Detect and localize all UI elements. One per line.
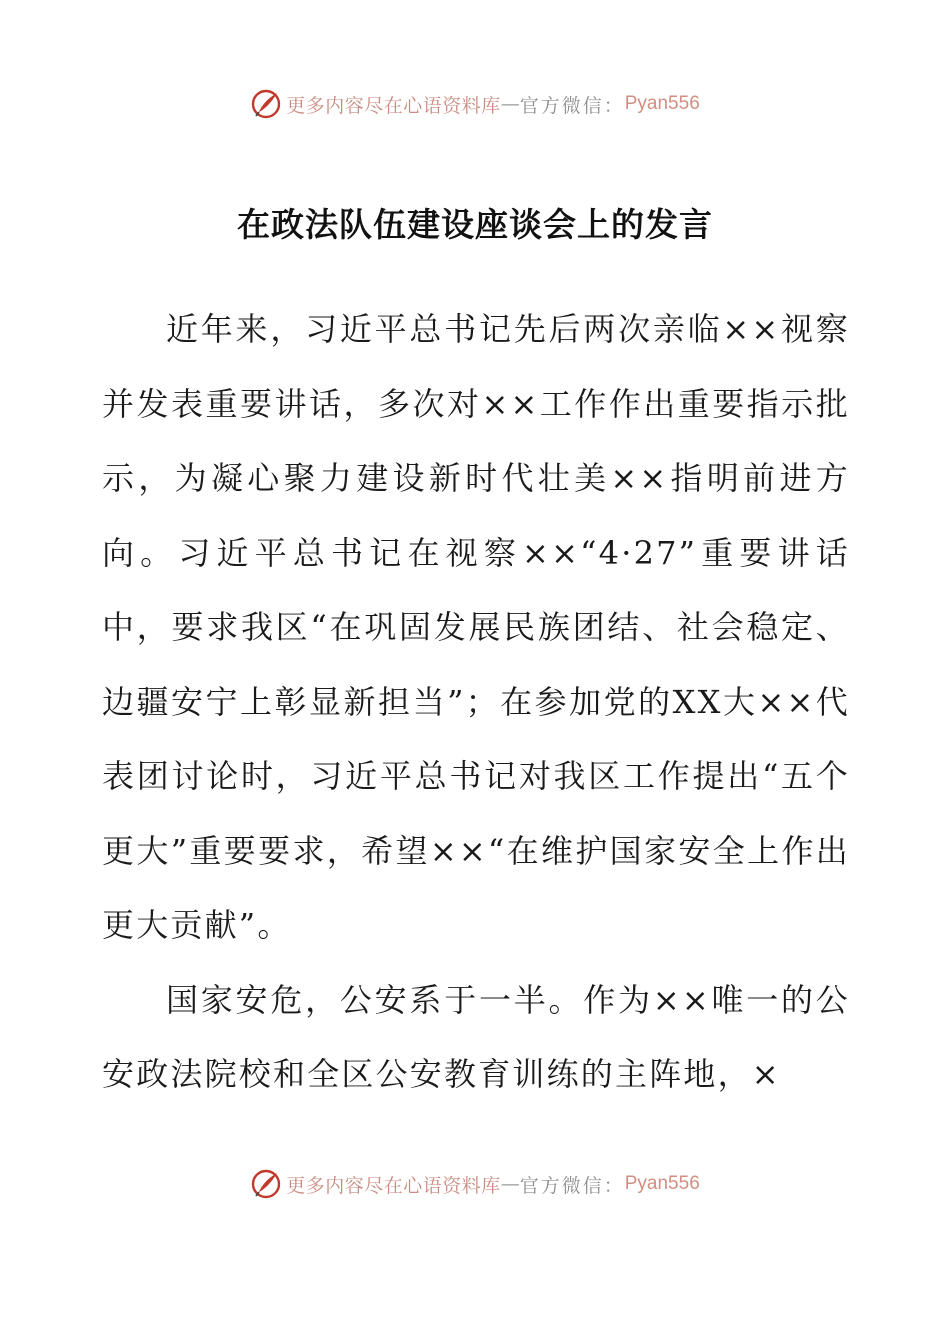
footer-brand: [0, 1166, 950, 1202]
header-brand: [0, 86, 950, 122]
document-title: 在政法队伍建设座谈会上的发言: [237, 205, 713, 244]
feather-pen-logo-icon: [250, 1168, 282, 1200]
wechat-label: 官方微信：: [519, 1174, 625, 1197]
wechat-id: Pyan556: [624, 1173, 700, 1194]
brand-separator: —: [500, 93, 520, 115]
wechat-id: Pyan556: [624, 93, 700, 114]
feather-pen-logo-icon: [250, 88, 282, 120]
paragraph-2: 国家安危，公安系于一半。作为××唯一的公安政法院校和全区公安教育训练的主阵地，×: [102, 980, 850, 1093]
brand-separator: —: [500, 1173, 520, 1195]
document-body: [102, 292, 850, 1112]
paragraph-1: 近年来，习近平总书记先后两次亲临××视察并发表重要讲话，多次对××工作作出重要指示批示，为凝心聚力建设新时代壮美××指明前进方向。习近平总书记在视察××“4·27”重要讲话中，要求我区“在巩固发展民族团结、社会稳定、边疆安宁上彰显新担当”；在参加党的XX大××代表团讨论时，习近平总书记对我区工作提出“五个更大”重要要求，希望××“在维护国家安全上作出更大贡献”。: [102, 310, 850, 944]
wechat-label: 官方微信：: [519, 94, 625, 117]
brand-text: 更多内容尽在心语资料库: [286, 1174, 501, 1197]
brand-text: 更多内容尽在心语资料库: [286, 94, 501, 117]
